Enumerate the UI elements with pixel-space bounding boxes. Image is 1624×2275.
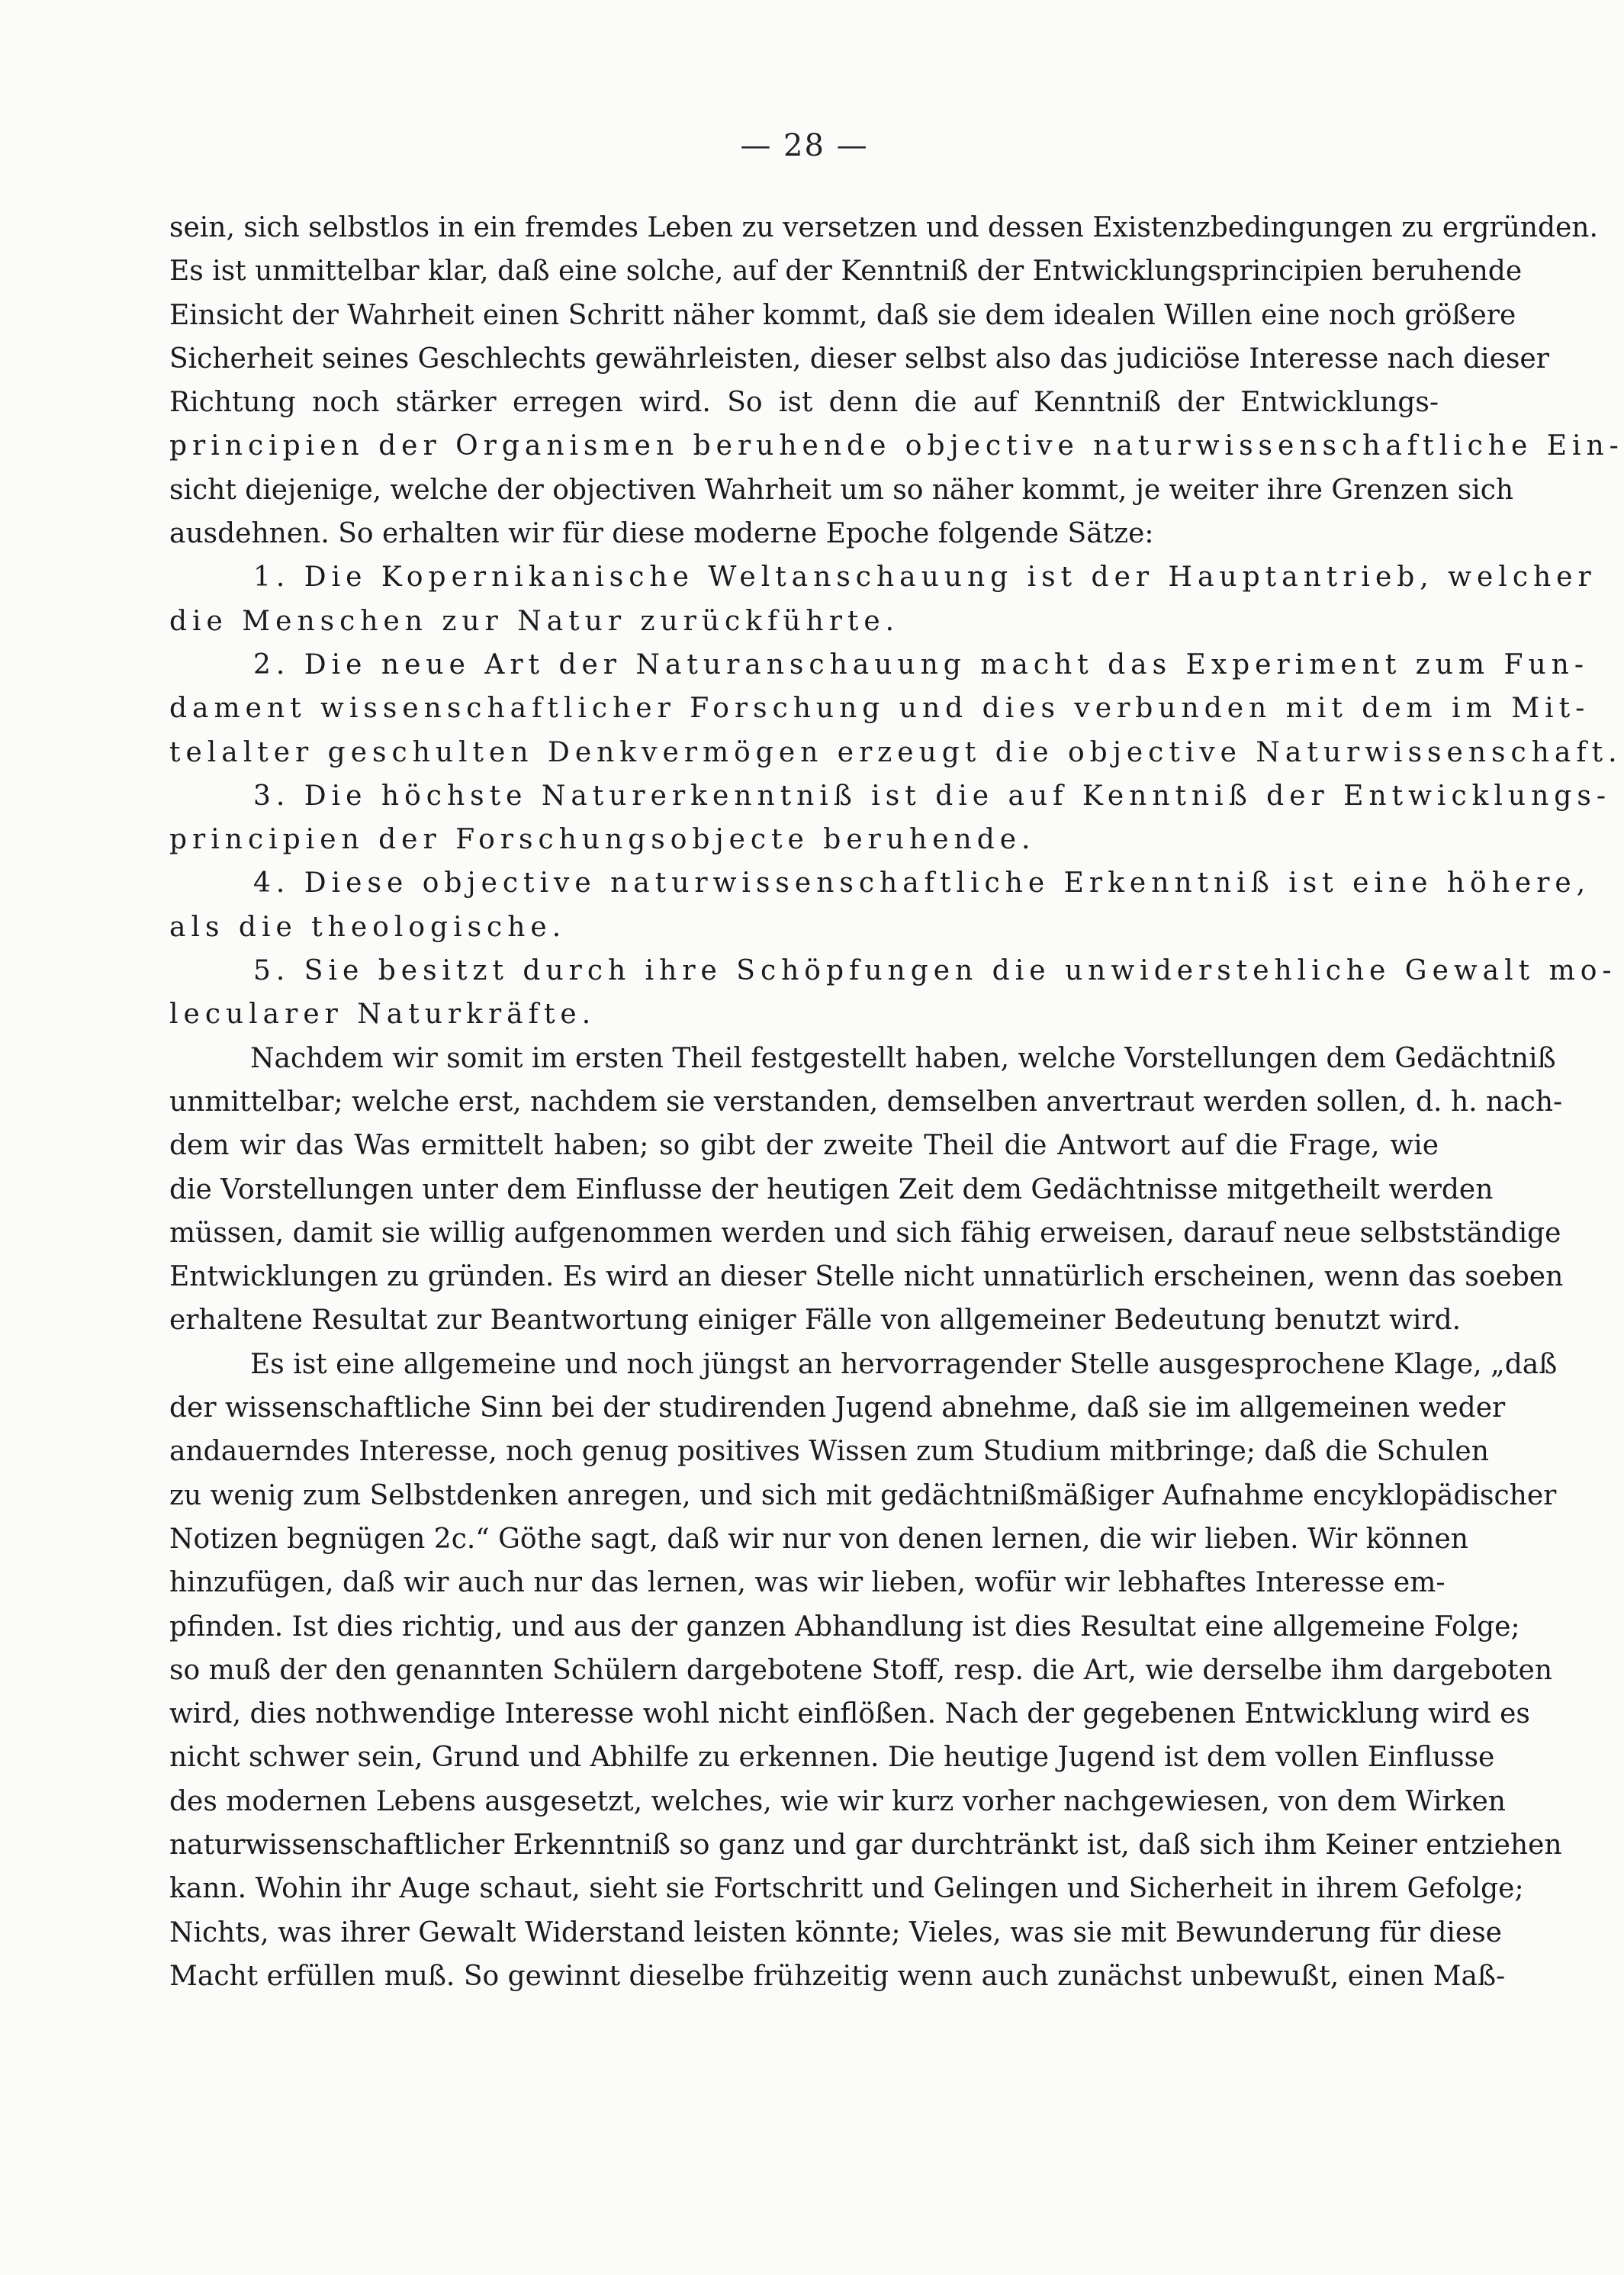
- text-line: Macht erfüllen muß. So gewinnt dieselbe frühzeitig wenn auch zunächst unbewußt, einen Maß-: [169, 1960, 1506, 1992]
- text-line: Sicherheit seines Geschlechts gewährleisten, dieser selbst also das judiciöse Interesse nach dieser: [169, 343, 1549, 375]
- text-line: Nachdem wir somit im ersten Theil festgestellt haben, welche Vorstellungen dem Gedächtniß: [250, 1042, 1556, 1074]
- text-line: die Vorstellungen unter dem Einflusse der heutigen Zeit dem Gedächtnisse mitgetheilt werden: [169, 1173, 1494, 1205]
- text-line: 1. Die Kopernikanische Weltanschauung ist der Hauptantrieb, welcher: [253, 562, 1597, 594]
- text-line: so muß der den genannten Schülern dargebotene Stoff, resp. die Art, wie derselbe ihm dargeboten: [169, 1654, 1553, 1686]
- text-line: Entwicklungen zu gründen. Es wird an dieser Stelle nicht unnatürlich erscheinen, wenn das soeben: [169, 1261, 1564, 1293]
- text-line: pfinden. Ist dies richtig, und aus der ganzen Abhandlung ist dies Resultat eine allgemeine Folge;: [169, 1611, 1520, 1643]
- text-line: Es ist unmittelbar klar, daß eine solche, auf der Kenntniß der Entwicklungsprincipien beruhende: [169, 256, 1523, 288]
- text-line: erhaltene Resultat zur Beantwortung einiger Fälle von allgemeiner Bedeutung benutzt wird.: [169, 1305, 1462, 1337]
- text-line: 4. Diese objective naturwissenschaftliche Erkenntniß ist eine höhere,: [253, 867, 1591, 899]
- text-line: sein, sich selbstlos in ein fremdes Leben zu versetzen und dessen Existenzbedingungen zu ergründen.: [169, 212, 1598, 243]
- text-line: müssen, damit sie willig aufgenommen werden und sich fähig erweisen, darauf neue selbstständige: [169, 1217, 1561, 1249]
- page-number: — 28 —: [740, 128, 869, 163]
- text-line: als die theologische.: [169, 911, 567, 943]
- text-line: des modernen Lebens ausgesetzt, welches, wie wir kurz vorher nachgewiesen, von dem Wirken: [169, 1785, 1506, 1817]
- text-line: naturwissenschaftlicher Erkenntniß so ganz und gar durchtränkt ist, daß sich ihm Keiner entziehen: [169, 1829, 1562, 1861]
- text-line: dament wissenschaftlicher Forschung und dies verbunden mit dem im Mit-: [169, 693, 1590, 725]
- text-line: Notizen begnügen 2c.“ Göthe sagt, daß wir nur von denen lernen, die wir lieben. Wir können: [169, 1523, 1468, 1555]
- text-line: Einsicht der Wahrheit einen Schritt näher kommt, daß sie dem idealen Willen eine noch größere: [169, 299, 1516, 331]
- text-line: ausdehnen. So erhalten wir für diese moderne Epoche folgende Sätze:: [169, 518, 1154, 550]
- text-line: Nichts, was ihrer Gewalt Widerstand leisten könnte; Vieles, was sie mit Bewunderung für diese: [169, 1916, 1502, 1948]
- text-line: 5. Sie besitzt durch ihre Schöpfungen die unwiderstehliche Gewalt mo-: [253, 955, 1617, 987]
- body-text: [169, 206, 1624, 1998]
- text-line: sicht diejenige, welche der objectiven Wahrheit um so näher kommt, je weiter ihre Grenzen sich: [169, 474, 1514, 506]
- text-line: wird, dies nothwendige Interesse wohl nicht einflößen. Nach der gegebenen Entwicklung wird es: [169, 1698, 1530, 1730]
- text-line: nicht schwer sein, Grund und Abhilfe zu erkennen. Die heutige Jugend ist dem vollen Einflusse: [169, 1742, 1495, 1774]
- text-line: lecularer Naturkräfte.: [169, 999, 597, 1031]
- text-line: andauerndes Interesse, noch genug positives Wissen zum Studium mitbringe; daß die Schulen: [169, 1436, 1489, 1468]
- text-line: 2. Die neue Art der Naturanschauung macht das Experiment zum Fun-: [253, 648, 1589, 681]
- text-line: unmittelbar; welche erst, nachdem sie verstanden, demselben anvertraut werden sollen, d. h. nach-: [169, 1086, 1563, 1118]
- text-line: der wissenschaftliche Sinn bei der studirenden Jugend abnehme, daß sie im allgemeinen weder: [169, 1392, 1506, 1424]
- text-line: principien der Forschungsobjecte beruhende.: [169, 824, 1036, 856]
- text-line: principien der Organismen beruhende objective naturwissenschaftliche Ein-: [169, 430, 1624, 462]
- text-line: dem wir das Was ermittelt haben; so gibt der zweite Theil die Antwort auf die Frage, wie: [169, 1130, 1439, 1162]
- text-line: Richtung noch stärker erregen wird. So ist denn die auf Kenntniß der Entwicklungs-: [169, 387, 1439, 419]
- text-line: zu wenig zum Selbstdenken anregen, und sich mit gedächtnißmäßiger Aufnahme encyklopädischer: [169, 1479, 1557, 1511]
- text-line: telalter geschulten Denkvermögen erzeugt die objective Naturwissenschaft.: [169, 736, 1622, 768]
- text-line: hinzufügen, daß wir auch nur das lernen, was wir lieben, wofür wir lebhaftes Interesse em-: [169, 1567, 1446, 1599]
- text-line: die Menschen zur Natur zurückführte.: [169, 605, 900, 637]
- text-line: 3. Die höchste Naturerkenntniß ist die auf Kenntniß der Entwicklungs-: [253, 780, 1611, 812]
- text-line: Es ist eine allgemeine und noch jüngst an hervorragender Stelle ausgesprochene Klage, „daß: [250, 1348, 1558, 1380]
- text-line: kann. Wohin ihr Auge schaut, sieht sie Fortschritt und Gelingen und Sicherheit in ihrem Gefolge;: [169, 1873, 1524, 1905]
